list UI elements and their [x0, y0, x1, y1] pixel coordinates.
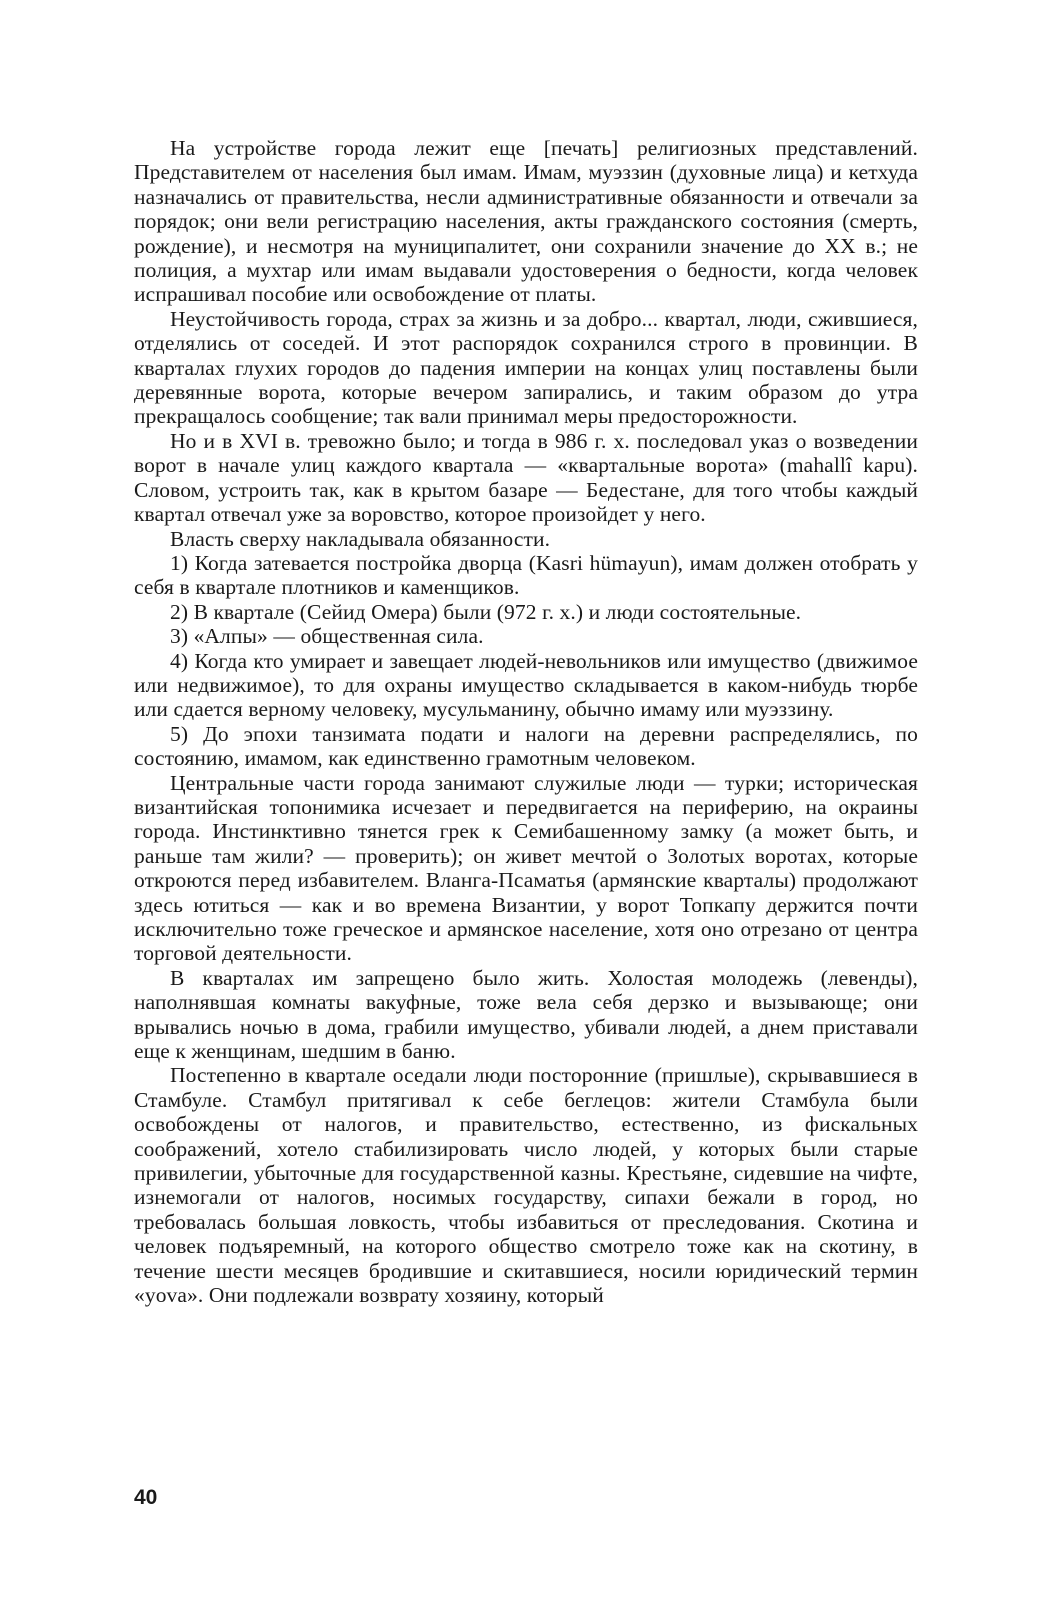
- paragraph-4: Власть сверху накладывала обязанности.: [170, 526, 551, 551]
- paragraph-7: Постепенно в квартале оседали люди посторонние (пришлые), скрывавшиеся в Стамбуле. Стамбул притягивал к себе беглецов: жители Стамбула были освобождены от налогов, и правительство, естественно, из фискальных соображений, хотело стабилизировать число людей, у которых были старые привилегии, убыточные для государственной казны. Крестьяне, сидевшие на чифте, изнемогали от налогов, носимых государству, сипахи бежали в город, но требовалась большая ловкость, чтобы избавиться от преследования. Скотина и человек подъяремный, на которого общество смотрело тоже как на скотину, в течение шести месяцев бродившие и скитавшиеся, носили юридический термин «yova». Они подлежали возврату хозяину, который: [134, 1063, 918, 1308]
- list-item-2: 2) В квартале (Сейид Омера) были (972 г. х.) и люди состоятельные.: [170, 599, 802, 624]
- paragraph-6: В кварталах им запрещено было жить. Холостая молодежь (левенды), наполнявшая комнаты вакуфные, тоже вела себя дерзко и вызывающе; они врывались ночью в дома, грабили имущество, убивали людей, а днем приставали еще к женщинам, шедшим в баню.: [134, 965, 918, 1064]
- paragraph-1: На устройстве города лежит еще [печать] религиозных представлений. Представителем от населения был имам. Имам, муэззин (духовные лица) и кетхуда назначались от правительства, несли административные обязанности и отвечали за порядок; они вели регистрацию населения, акты гражданского состояния (смерть, рождение), и несмотря на муниципалитет, они сохранили значение до XX в.; не полиция, а мухтар или имам выдавали удостоверения о бедности, когда человек испрашивал пособие или освобождение от платы.: [134, 136, 918, 307]
- list-item-5: 5) До эпохи танзимата подати и налоги на деревни распределялись, по состоянию, имамом, как единственно грамотным человеком.: [134, 721, 918, 771]
- page-body: [134, 136, 918, 1308]
- page-number: 40: [134, 1486, 158, 1509]
- paragraph-3: Но и в XVI в. тревожно было; и тогда в 986 г. х. последовал указ о возведении ворот в начале улиц каждого квартала — «квартальные ворота» (mahallî kapu). Словом, устроить так, как в крытом базаре — Бедестане, для того чтобы каждый квартал отвечал уже за воровство, которое произойдет у него.: [134, 428, 918, 527]
- list-item-4: 4) Когда кто умирает и завещает людей-невольников или имущество (движимое или недвижимое), то для охраны имущество складывается в каком-нибудь тюрбе или сдается верному человеку, мусульманину, обычно имаму или муэззину.: [134, 648, 918, 722]
- paragraph-2: Неустойчивость города, страх за жизнь и за добро... квартал, люди, сжившиеся, отделялись от соседей. И этот распорядок сохранился строго в провинции. В кварталах глухих городов до падения империи на концах улиц поставлены были деревянные ворота, которые вечером запирались, и таким образом до утра прекращалось сообщение; так вали принимал меры предосторожности.: [134, 306, 918, 429]
- paragraph-5: Центральные части города занимают служилые люди — турки; историческая византийская топонимика исчезает и передвигается на периферию, на окраины города. Инстинктивно тянется грек к Семибашенному замку (а может быть, и раньше там жили? — проверить); он живет мечтой о Золотых воротах, которые откроются перед избавителем. Вланга-Псаматья (армянские кварталы) продолжают здесь ютиться — как и во времена Византии, у ворот Топкапу держится почти исключительно тоже греческое и армянское население, хотя оно отрезано от центра торговой деятельности.: [134, 770, 918, 966]
- list-item-1: 1) Когда затевается постройка дворца (Kasri hümayun), имам должен отобрать у себя в квартале плотников и каменщиков.: [134, 550, 918, 600]
- list-item-3: 3) «Алпы» — общественная сила.: [170, 624, 484, 649]
